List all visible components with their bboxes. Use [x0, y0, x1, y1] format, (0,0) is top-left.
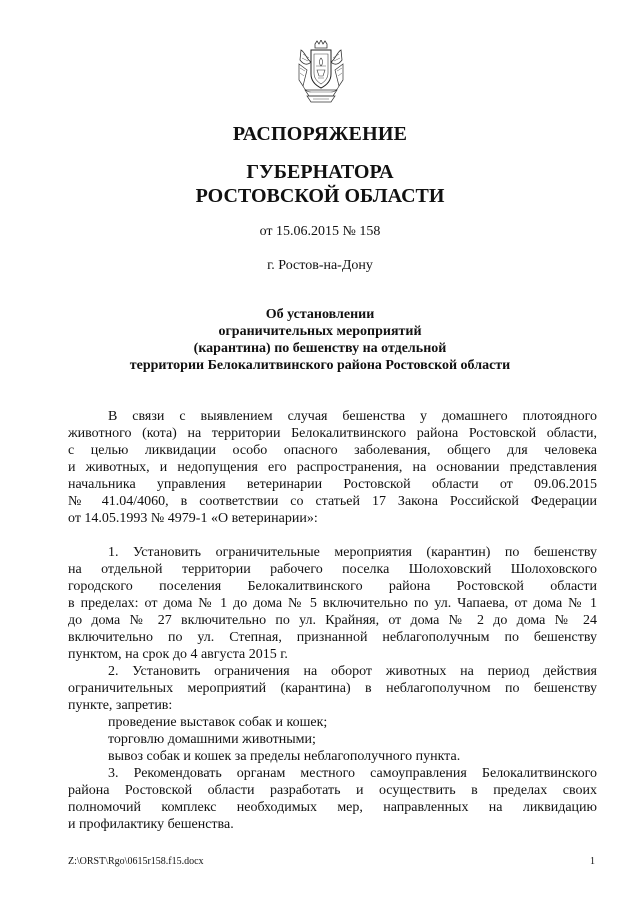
item3-line: 3. Рекомендовать органам местного самоуправления Белокалитвинского: [108, 766, 597, 781]
item3-line: полномочий комплекс необходимых мер, направленных на ликвидацию: [68, 800, 597, 815]
preamble-line: № 41.04/4060, в соответствии со статьей 17 Закона Российской Федерации: [68, 494, 597, 509]
preamble-line: начальника управления ветеринарии Ростовской области от 09.06.2015: [68, 477, 597, 492]
item3-line: района Ростовской области разработать и осуществить в пределах своих: [68, 783, 597, 798]
item2-line: 2. Установить ограничения на оборот животных на период действия: [108, 664, 597, 679]
item2-line: вывоз собак и кошек за пределы неблагополучного пункта.: [108, 749, 461, 764]
footer-page-number: 1: [590, 856, 595, 867]
preamble-line: и животных, и недопущения его распространения, на основании представления: [68, 460, 597, 475]
subject-line: Об установлении: [265, 307, 375, 322]
date-number: от 15.06.2015 № 158: [259, 224, 381, 239]
item2-line: торговлю домашними животными;: [108, 732, 316, 747]
footer-file-path: Z:\ORST\Rgo\0615r158.f15.docx: [68, 856, 204, 867]
item1-line: пунктом, на срок до 4 августа 2015 г.: [68, 647, 288, 662]
coat-of-arms-icon: [297, 40, 345, 104]
preamble-line: с целью ликвидации особо опасного заболевания, общего для человека: [68, 443, 597, 458]
item1-line: в пределах: от дома № 1 до дома № 5 включительно по ул. Чапаева, от дома № 1: [68, 596, 597, 611]
subject-line: ограничительных мероприятий: [218, 324, 422, 339]
preamble-line: от 14.05.1993 № 4979-1 «О ветеринарии»:: [68, 511, 318, 526]
item1-line: 1. Установить ограничительные мероприятия (карантин) по бешенству: [108, 545, 597, 560]
item1-line: на отдельной территории рабочего поселка Шолоховский Шолоховского: [68, 562, 597, 577]
subject-line: (карантина) по бешенству на отдельной: [193, 341, 447, 356]
issuer-line-2: РОСТОВСКОЙ ОБЛАСТИ: [195, 185, 445, 207]
subject-line: территории Белокалитвинского района Ростовской области: [129, 358, 511, 373]
document-subject: [60, 306, 580, 374]
document-body: [68, 408, 597, 833]
document-title: РАСПОРЯЖЕНИЕ: [232, 123, 408, 145]
paragraph-gap: [68, 527, 597, 544]
preamble-line: животного (кота) на территории Белокалитвинского района Ростовской области,: [68, 426, 597, 441]
item1-line: городского поселения Белокалитвинского района Ростовской области: [68, 579, 597, 594]
item3-line: и профилактику бешенства.: [68, 817, 234, 832]
issuer-line-1: ГУБЕРНАТОРА: [246, 161, 394, 183]
item2-line: проведение выставок собак и кошек;: [108, 715, 328, 730]
item1-line: до дома № 27 включительно по ул. Крайняя, от дома № 2 до дома № 24: [68, 613, 597, 628]
item2-line: ограничительных мероприятий (карантина) в неблагополучном по бешенству: [68, 681, 597, 696]
item1-line: включительно по ул. Степная, признанной неблагополучным по бешенству: [68, 630, 597, 645]
item2-line: пункте, запретив:: [68, 698, 173, 713]
city: г. Ростов-на-Дону: [267, 258, 373, 273]
preamble-line: В связи с выявлением случая бешенства у домашнего плотоядного: [108, 409, 597, 424]
